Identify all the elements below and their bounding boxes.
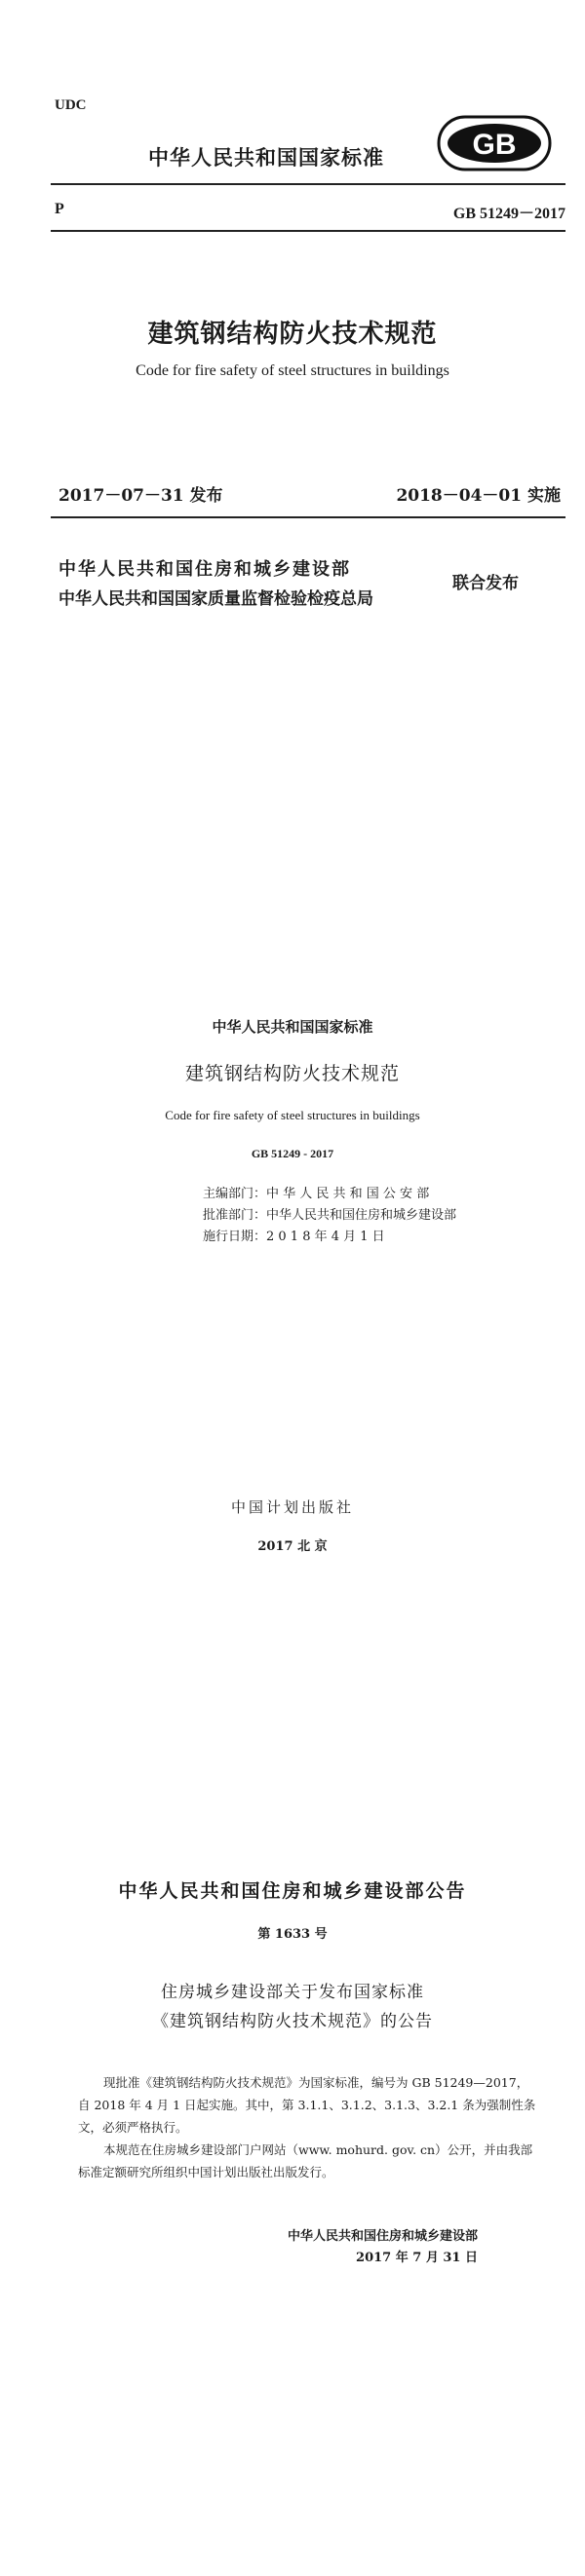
implement-date: 2018－04－01 实施 <box>396 486 561 506</box>
date-rule <box>51 516 566 518</box>
standard-type: 中华人民共和国国家标准 <box>148 145 384 170</box>
announcement-number: 第 1633 号 <box>257 1927 328 1942</box>
title-page-title-cn: 建筑钢结构防火技术规范 <box>184 1063 400 1084</box>
publisher: 中国计划出版社 <box>230 1498 354 1516</box>
issuer-aqsiq: 中华人民共和国国家质量监督检验检疫总局 <box>58 589 373 609</box>
announcement-paragraph-1 <box>78 2071 536 2139</box>
announcement-paragraph-2-text: 本规范在住房城乡建设部门户网站（www. mohurd. gov. cn）公开，并由我部标准定额研究所组织中国计划出版社出版发行。 <box>78 2142 533 2179</box>
gb-logo <box>437 115 552 171</box>
gb-logo-text: GB <box>472 129 517 161</box>
cover-title-cn: 建筑钢结构防火技术规范 <box>147 320 438 349</box>
category-code: P <box>55 201 64 217</box>
title-page-gb-number: GB 51249 - 2017 <box>251 1147 334 1160</box>
announcement-subtitle-2: 《建筑钢结构防火技术规范》的公告 <box>152 2012 433 2031</box>
udc-label: UDC <box>55 97 87 113</box>
title-page-standard-type: 中华人民共和国国家标准 <box>212 1018 373 1036</box>
implementation-date: 施行日期：2 0 1 8 年 4 月 1 日 <box>203 1230 385 1244</box>
announcement-subtitle-1: 住房城乡建设部关于发布国家标准 <box>161 1983 424 2002</box>
announcement-date: 2017 年 7 月 31 日 <box>356 2251 478 2265</box>
announcement-paragraph-2 <box>78 2139 536 2183</box>
publish-place-year: 2017 北 京 <box>257 1539 328 1554</box>
announcement-signatory: 中华人民共和国住房和城乡建设部 <box>287 2229 478 2244</box>
title-page-title-en: Code for fire safety of steel structures in buildings <box>165 1108 420 1122</box>
issuer-ministry: 中华人民共和国住房和城乡建设部 <box>58 559 351 580</box>
gb-number: GB 51249－2017 <box>452 206 566 222</box>
issue-date: 2017－07－31 发布 <box>58 486 223 506</box>
announcement-title: 中华人民共和国住房和城乡建设部公告 <box>118 1880 467 1902</box>
announcement-paragraph-1-text: 现批准《建筑钢结构防火技术规范》为国家标准，编号为 GB 51249—2017，自 2018 年 4 月 1 日起实施。其中，第 3.1.1、3.1.2、3.1.3、3.2.1 条为强制性条文，必须严格执行。 <box>78 2075 536 2135</box>
editor-department: 主编部门：中 华 人 民 共 和 国 公 安 部 <box>203 1187 430 1201</box>
header-rule-bottom <box>51 230 566 232</box>
cover-title-en: Code for fire safety of steel structures in buildings <box>136 362 449 379</box>
header-rule-top <box>51 183 566 185</box>
joint-issue-label: 联合发布 <box>452 574 519 593</box>
approval-department: 批准部门：中华人民共和国住房和城乡建设部 <box>203 1208 457 1223</box>
